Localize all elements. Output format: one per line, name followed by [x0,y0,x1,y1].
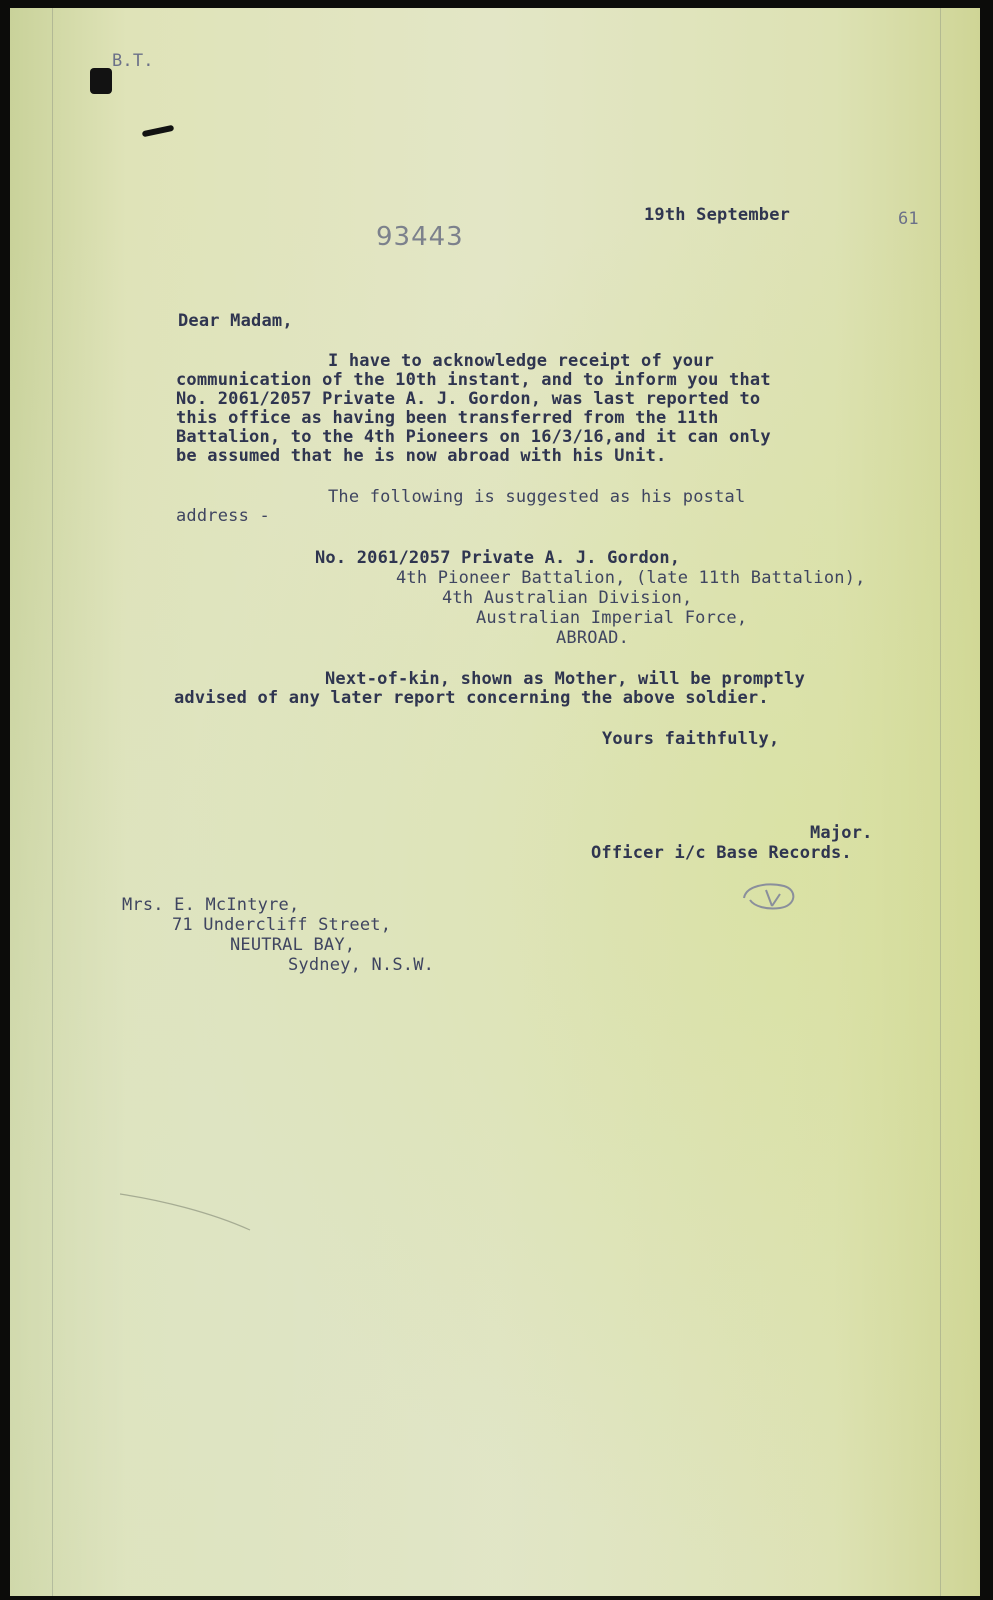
paragraph-line: Battalion, to the 4th Pioneers on 16/3/16,and it can only [176,427,771,447]
address-line: ABROAD. [556,628,630,648]
letter-date: 19th September [644,205,791,225]
recipient-line: Sydney, N.S.W. [288,955,435,975]
reference-number-stamp: 93443 [376,222,464,252]
ink-mark [142,125,175,138]
paragraph-line: address - [176,506,270,526]
address-line: 4th Australian Division, [442,588,693,608]
ink-blot [90,68,112,94]
fold-line-left [52,8,53,1596]
signature-title: Officer i/c Base Records. [591,843,852,863]
recipient-line: NEUTRAL BAY, [230,935,356,955]
salutation: Dear Madam, [178,311,293,331]
paragraph-line: this office as having been transferred from the 11th [176,408,719,428]
paper-crease [120,1186,260,1236]
recipient-line: 71 Undercliff Street, [172,915,392,935]
recipient-line: Mrs. E. McIntyre, [122,895,300,915]
address-line: 4th Pioneer Battalion, (late 11th Battalion), [396,568,866,588]
fold-line-right [940,8,941,1596]
document-page [10,8,980,1596]
paragraph-line: I have to acknowledge receipt of your [328,351,715,371]
paragraph-line: be assumed that he is now abroad with his Unit. [176,446,667,466]
paragraph-line: No. 2061/2057 Private A. J. Gordon, was last reported to [176,389,761,409]
address-line: No. 2061/2057 Private A. J. Gordon, [315,548,681,568]
handwritten-initials [736,876,806,916]
signature-rank: Major. [810,823,873,843]
closing: Yours faithfully, [602,729,780,749]
folio-number: 61 [898,209,919,229]
paragraph-line: communication of the 10th instant, and to inform you that [176,370,771,390]
paragraph-line: advised of any later report concerning the above soldier. [174,688,769,708]
address-line: Australian Imperial Force, [476,608,748,628]
initials: B.T. [112,51,154,71]
paragraph-line: The following is suggested as his postal [328,487,746,507]
paragraph-line: Next-of-kin, shown as Mother, will be promptly [325,669,806,689]
